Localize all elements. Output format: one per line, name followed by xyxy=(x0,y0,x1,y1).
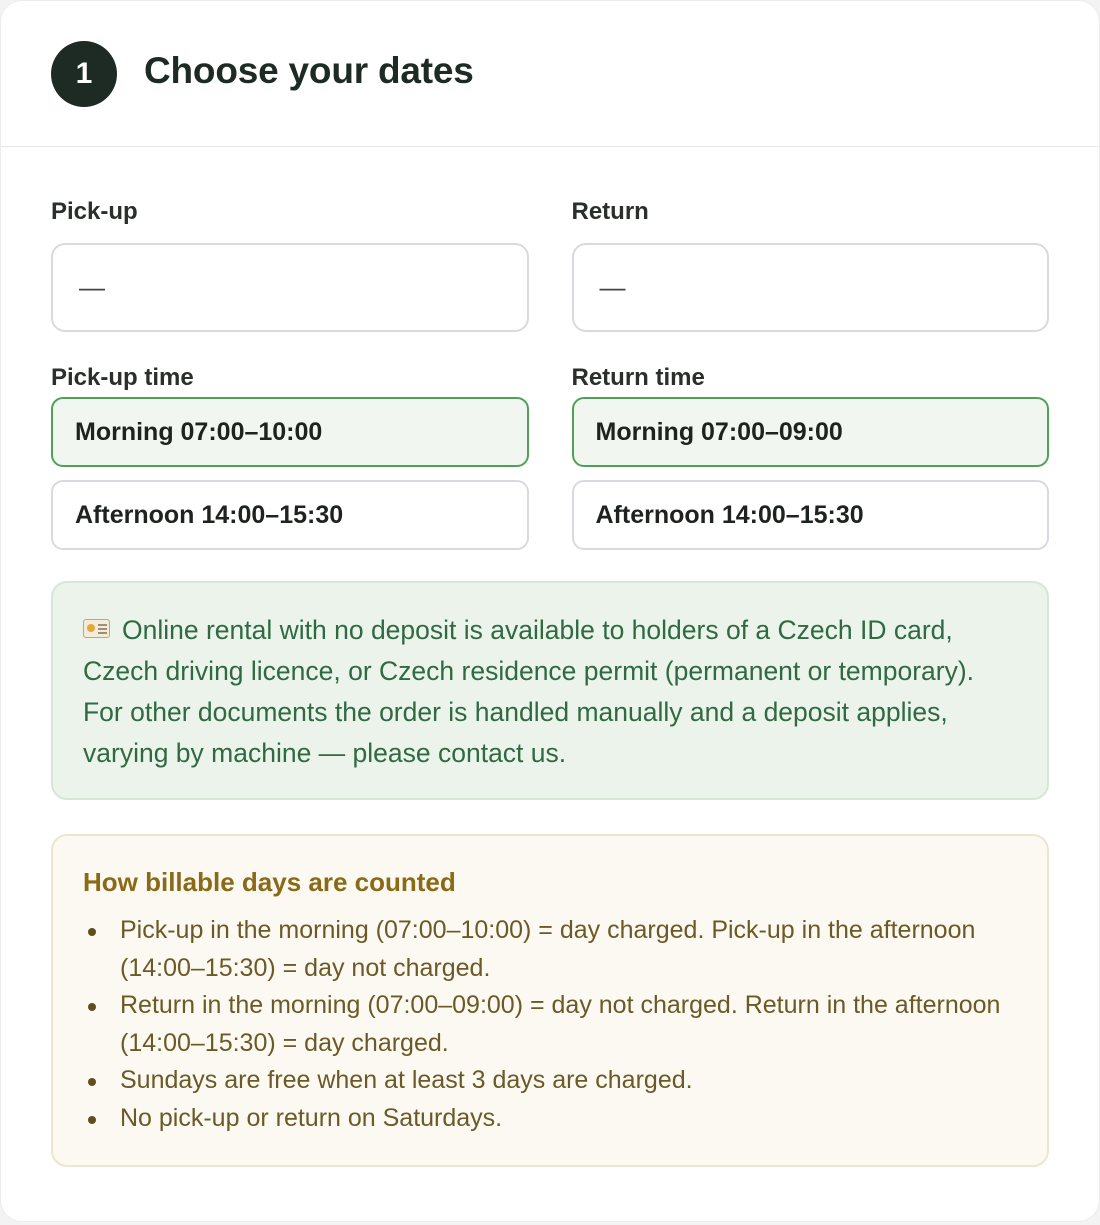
list-item: No pick-up or return on Saturdays. xyxy=(83,1100,1017,1138)
pickup-time-option-afternoon[interactable]: Afternoon 14:00–15:30 xyxy=(51,480,529,550)
pickup-time-option-morning[interactable]: Morning 07:00–10:00 xyxy=(51,397,529,467)
list-item: Return in the morning (07:00–09:00) = day not charged. Return in the afternoon (14:00–15:30) = day charged. xyxy=(83,987,1017,1062)
list-item: Sundays are free when at least 3 days are charged. xyxy=(83,1062,1017,1100)
return-date-label: Return xyxy=(571,198,649,225)
card-header xyxy=(1,1,1099,147)
pickup-date-field[interactable]: — xyxy=(51,243,529,332)
list-item: Pick-up in the morning (07:00–10:00) = day charged. Pick-up in the afternoon (14:00–15:30) = day not charged. xyxy=(83,912,1017,987)
return-time-column xyxy=(572,332,1050,550)
step-number-badge: 1 xyxy=(51,41,117,107)
pickup-date-label: Pick-up xyxy=(51,198,138,225)
return-time-option-morning[interactable]: Morning 07:00–09:00 xyxy=(572,397,1050,467)
billing-rules-box xyxy=(51,834,1049,1167)
pickup-time-label: Pick-up time xyxy=(51,364,194,391)
pickup-date-column xyxy=(51,147,529,332)
return-date-field[interactable]: — xyxy=(572,243,1050,332)
page-title: Choose your dates xyxy=(144,49,474,91)
deposit-notice xyxy=(51,581,1049,800)
pickup-time-column xyxy=(51,332,529,550)
return-date-column xyxy=(572,147,1050,332)
return-time-label: Return time xyxy=(571,364,705,391)
id-card-icon xyxy=(83,619,110,638)
billing-rules-list xyxy=(83,912,1017,1137)
return-time-option-afternoon[interactable]: Afternoon 14:00–15:30 xyxy=(572,480,1050,550)
card-body xyxy=(1,147,1099,1167)
billing-rules-title: How billable days are counted xyxy=(83,867,456,897)
deposit-notice-text: Online rental with no deposit is available to holders of a Czech ID card, Czech driving licence, or Czech residence permit (permanent or temporary). For other documents the order is handled manually and a deposit applies, varying by machine — please contact us. xyxy=(83,615,975,768)
date-fields-row xyxy=(51,147,1049,332)
time-fields-row xyxy=(51,332,1049,550)
